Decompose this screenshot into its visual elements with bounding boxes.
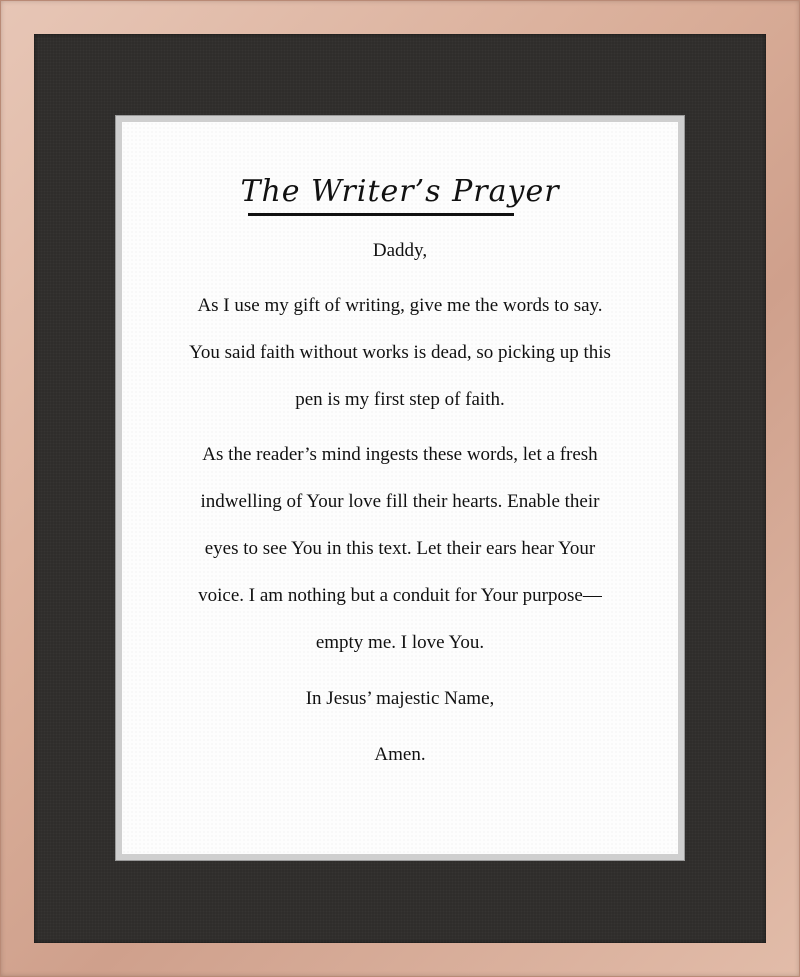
paragraph-line: As I use my gift of writing, give me the words to say. [197,295,603,316]
paragraph-1 [122,282,678,423]
closing [122,675,678,722]
paragraph-line: You said faith without works is dead, so picking up this [189,342,611,363]
paragraph-line: empty me. I love You. [315,632,485,653]
prayer-document [122,122,678,854]
amen-line: Amen. [374,744,426,765]
salutation [122,227,678,274]
paragraph-line: eyes to see You in this text. Let their ears hear Your [204,538,596,559]
closing-line: In Jesus’ majestic Name, [305,688,495,709]
prayer-title: The Writer’s Prayer [240,174,560,209]
paragraph-line: pen is my first step of faith. [295,389,505,410]
paragraph-2 [122,431,678,666]
paragraph-line: As the reader’s mind ingests these words, let a fresh [202,444,598,465]
salutation-line: Daddy, [372,240,428,261]
paragraph-line: indwelling of Your love fill their hearts. Enable their [200,491,600,512]
title-underline [248,213,514,216]
paragraph-line: voice. I am nothing but a conduit for Your purpose— [198,585,602,606]
amen [122,731,678,778]
